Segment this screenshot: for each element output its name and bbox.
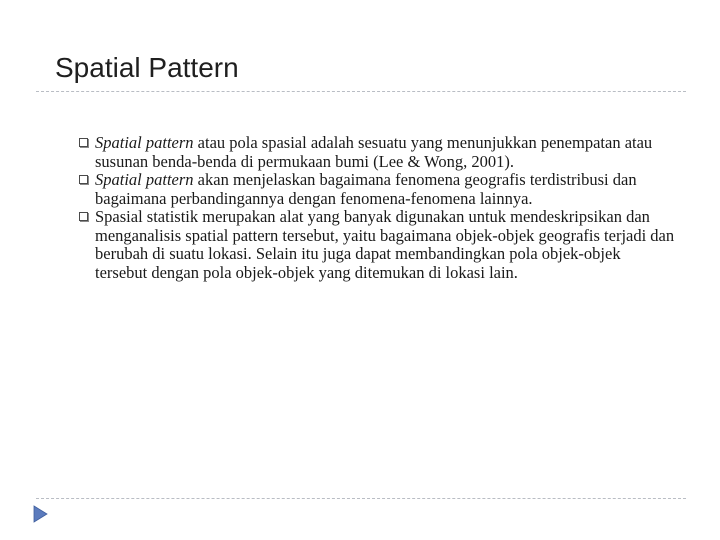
bullet-list (75, 134, 675, 282)
hollow-square-bullet-icon (79, 175, 88, 184)
title-divider (36, 91, 686, 92)
bullet-item (75, 134, 675, 171)
footer-divider (36, 498, 686, 499)
hollow-square-bullet-icon (79, 212, 88, 221)
bullet-text: akan menjelaskan bagaimana fenomena geografis terdistribusi dan bagaimana perbandingannya dengan fenomena-fenomena lainnya. (95, 170, 637, 208)
bullet-text: Spasial statistik merupakan alat yang banyak digunakan untuk mendeskripsikan dan menganalisis spatial pattern tersebut, yaitu bagaimana objek-objek geografis terjadi dan berubah di suatu lokasi. Selain itu juga dapat membandingkan pola objek-objek tersebut dengan pola objek-objek yang ditemukan di lokasi lain. (95, 207, 675, 282)
bullet-lead-term: Spatial pattern (95, 133, 194, 152)
hollow-square-bullet-icon (79, 138, 88, 147)
bullet-item (75, 208, 675, 282)
triangle-right-icon[interactable] (32, 505, 48, 523)
slide-title: Spatial Pattern (55, 52, 239, 83)
bullet-item (75, 171, 675, 208)
bullet-text: atau pola spasial adalah sesuatu yang menunjukkan penempatan atau susunan benda-benda di permukaan bumi (Lee & Wong, 2001). (95, 133, 653, 171)
bullet-lead-term: Spatial pattern (95, 170, 194, 189)
